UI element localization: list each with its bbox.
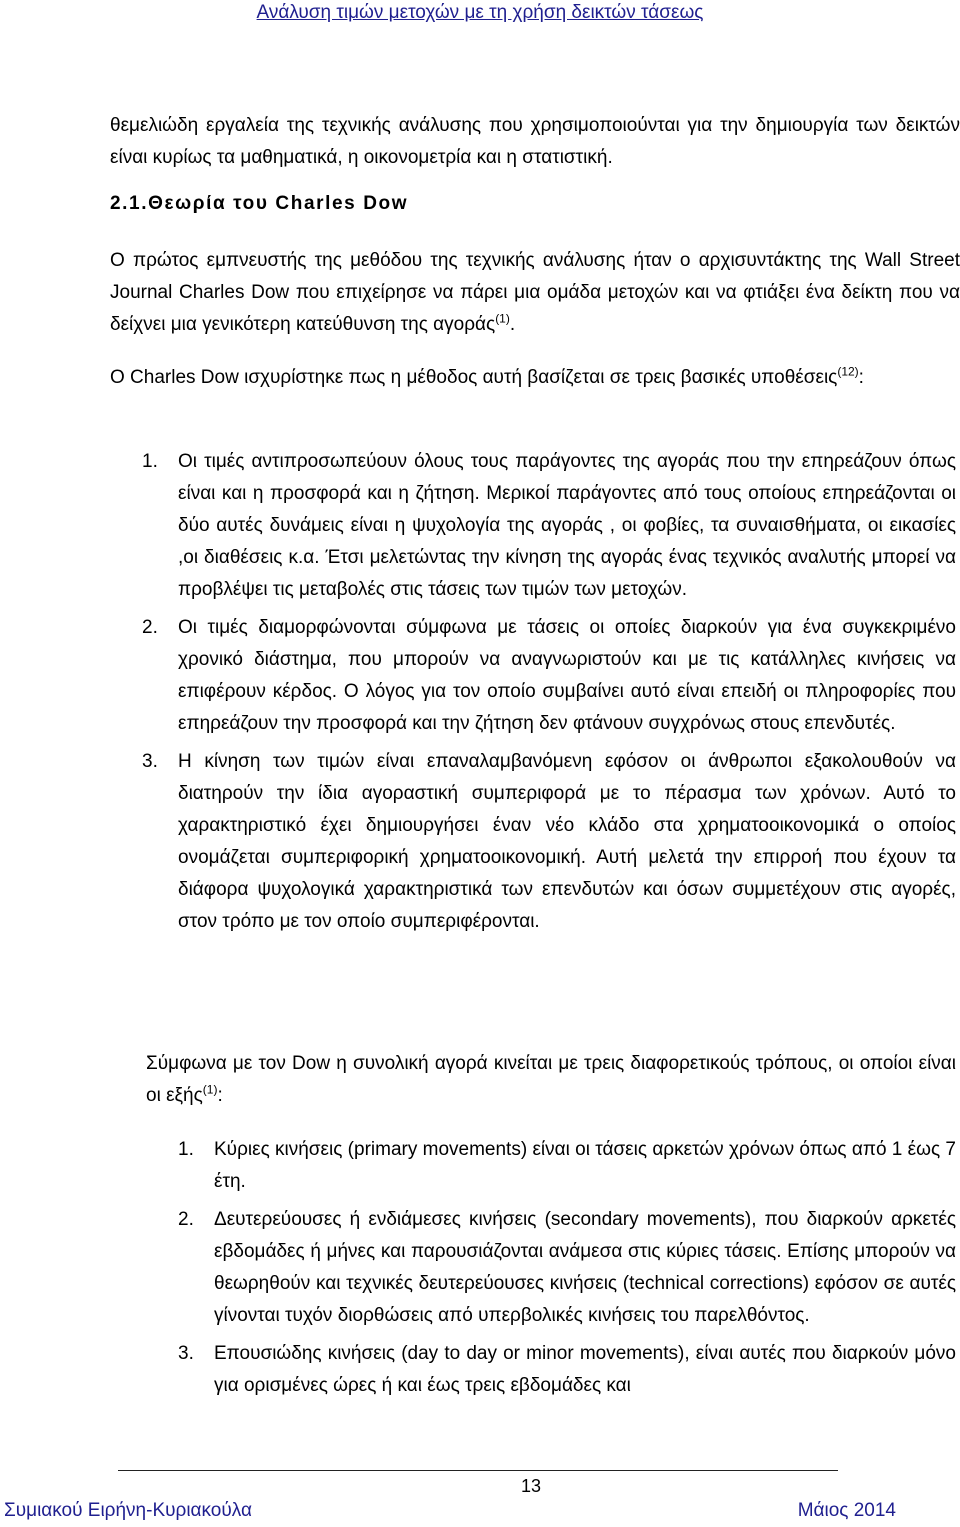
dow-paragraph-tail: . (509, 314, 516, 335)
list-number: 2. (142, 617, 158, 638)
list-item-text: Η κίνηση των τιμών είναι επαναλαμβανόμενη εφόσον οι άνθρωποι εξακολουθούν να διατηρούν την ίδια αγοραστική συμπεριφορά με το πέρασμα των χρόνων. Αυτό το χαρακτηριστικό έχει δημιουργήσει έναν νέο κλάδο στα χρηματοοικονομικά ο οποίος ονομάζεται συμπεριφορική χρηματοοικονομική. Αυτή μελετά την επιρροή που έχουν τα διάφορα ψυχολογικά χαρακτηριστικά των επενδυτών και όσων συμμετέχουν στις αγορές, στον τρόπο με τον οποίο συμπεριφέρονται. (178, 751, 956, 932)
section-heading: 2.1.Θεωρία του Charles Dow (110, 193, 409, 214)
movements-intro (146, 1048, 956, 1112)
movements-intro-tail: : (217, 1085, 223, 1106)
footer-author: Συμιακού Ειρήνη-Κυριακούλα (4, 1500, 252, 1521)
list-number: 3. (142, 751, 158, 772)
dow-paragraph-text: Ο πρώτος εμπνευστής της μεθόδου της τεχνικής ανάλυσης ήταν ο αρχισυντάκτης της Wall Street Journal Charles Dow που επιχείρησε να πάρει μια ομάδα μετοχών και να φτιάξει ένα δείκτη που να δείχνει μια γενικότερη κατεύθυνση της αγοράς (110, 250, 960, 335)
list-item (142, 746, 956, 938)
citation-ref: (1) (202, 1082, 218, 1097)
movements-list (178, 1134, 956, 1402)
footer-divider (118, 1470, 838, 1471)
page-number: 13 (520, 1476, 542, 1496)
list-number: 1. (142, 451, 158, 472)
hypotheses-list (142, 446, 956, 938)
hypotheses-intro-text: Ο Charles Dow ισχυρίστηκε πως η μέθοδος αυτή βασίζεται σε τρεις βασικές υποθέσεις (110, 367, 838, 388)
list-number: 2. (178, 1209, 194, 1230)
dow-paragraph (110, 245, 960, 341)
footer-date: Μάιος 2014 (797, 1500, 896, 1521)
list-number: 3. (178, 1343, 194, 1364)
list-item (178, 1338, 956, 1402)
list-item (142, 446, 956, 606)
list-item (178, 1134, 956, 1198)
list-item (142, 612, 956, 740)
citation-ref: (1) (495, 311, 510, 326)
list-number: 1. (178, 1139, 194, 1160)
hypotheses-intro-tail: : (858, 367, 864, 388)
intro-text: θεμελιώδη εργαλεία της τεχνικής ανάλυσης που χρησιμοποιούνται για την δημιουργία των δεικτών είναι κυρίως τα μαθηματικά, η οικονομετρία και η στατιστική. (110, 115, 960, 168)
list-item-text: Οι τιμές αντιπροσωπεύουν όλους τους παράγοντες της αγοράς που την επηρεάζουν όπως είναι και η προσφορά και η ζήτηση. Μερικοί παράγοντες από τους οποίους επηρεάζονται οι δύο αυτές δυνάμεις είναι η ψυχολογία της αγοράς , οι φοβίες, τα συναισθήματα, οι εικασίες ,οι διαθέσεις κ.α. Έτσι μελετώντας την κίνηση της αγοράς ένας τεχνικός αναλυτής μπορεί να προβλέψει τις μεταβολές στις τάσεις των τιμών των μετοχών. (178, 451, 956, 600)
hypotheses-intro (110, 362, 960, 394)
list-item-text: Οι τιμές διαμορφώνονται σύμφωνα με τάσεις οι οποίες διαρκούν για ένα συγκεκριμένο χρονικό διάστημα, που μπορούν να αναγνωριστούν και με τις κατάλληλες κινήσεις να επιφέρουν κέρδος. Ο λόγος για τον οποίο συμβαίνει αυτό είναι επειδή οι πληροφορίες που επηρεάζουν την προσφορά και την ζήτηση δεν φτάνουν συγχρόνως στους επενδυτές. (178, 617, 956, 734)
list-item-text: Επουσιώδης κινήσεις (day to day or minor movements), είναι αυτές που διαρκούν μόνο για ορισμένες ώρες ή και έως τρεις εβδομάδες και (214, 1343, 956, 1396)
list-item-text: Κύριες κινήσεις (primary movements) είναι οι τάσεις αρκετών χρόνων όπως από 1 έως 7 έτη. (214, 1139, 956, 1192)
running-header: Ανάλυση τιμών μετοχών με τη χρήση δεικτών τάσεως (256, 2, 704, 23)
list-item (178, 1204, 956, 1332)
list-item-text: Δευτερεύουσες ή ενδιάμεσες κινήσεις (secondary movements), που διαρκούν αρκετές εβδομάδες ή μήνες και παρουσιάζονται ανάμεσα στις κύριες τάσεις. Επίσης μπορούν να θεωρηθούν και τεχνικές δευτερεύουσες κινήσεις (technical corrections) εφόσον σε αυτές γίνονται τυχόν διορθώσεις από υπερβολικές κινήσεις του παρελθόντος. (214, 1209, 956, 1326)
movements-intro-text: Σύμφωνα με τον Dow η συνολική αγορά κινείται με τρεις διαφορετικούς τρόπους, οι οποίοι είναι οι εξής (146, 1053, 956, 1106)
citation-ref: (12) (837, 364, 859, 379)
intro-paragraph (110, 110, 960, 174)
